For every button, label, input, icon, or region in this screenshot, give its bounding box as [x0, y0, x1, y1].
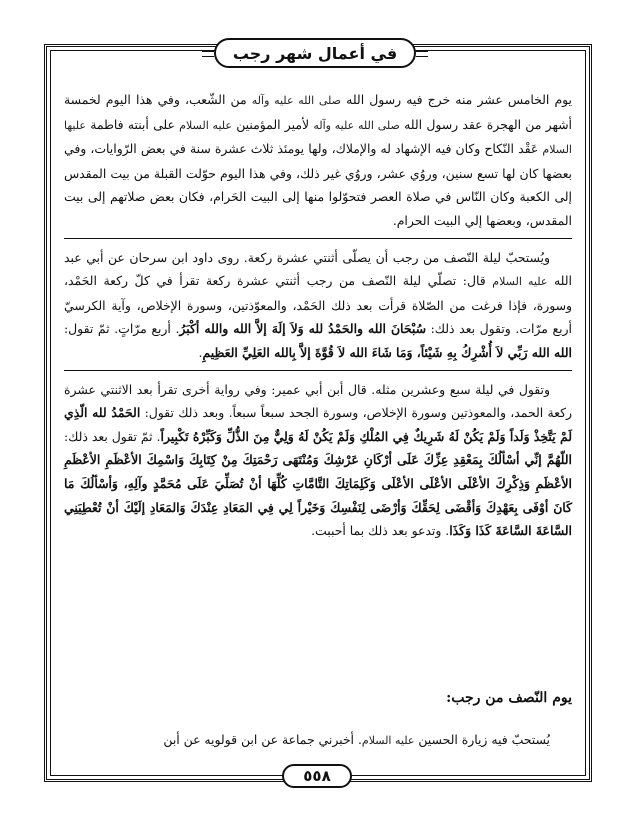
paragraph-4	[64, 728, 572, 753]
text-run: . وتدعو بعد ذلك بما أحببت.	[311, 523, 450, 539]
text-run: على أبنته فاطمة	[85, 116, 180, 132]
paragraph-3	[64, 378, 572, 543]
text-run: يُستحبّ فيه زيارة الحسين	[414, 732, 550, 747]
supplication-text: اللّهُمَّ إنِّي أسْألُكَ بِمَعْقِدِ عِزِّكَ عَلَى أرْكَانِ عَرْشِكَ وَمُنْتَهَى رَحْمَتِكَ مِنْ كِتَابِكَ وَاسْمِكَ الأعْظَمِ الأعْظَمِ الأعْظَمِ وَذِكْرِكَ الأعْلَى الأعْلَى الأعْلَى وَكَلِمَاتِكَ التَّامَّاتِ كُلِّهَا أنْ تُصَلِّيَ عَلَى مُحَمَّدٍ وآلِهِ، وَأسْألُكَ مَا كَانَ أوْفَى بِعَهْدِكَ وَأقْضَى لِحَقِّكَ وَأرْضَى لِنَفْسِكَ وَخَيْراً لِي فِي المَعَادِ عِنْدَكَ وَالمَعَادِ إلَيْكَ أنْ تُعْطِيَنِي السَّاعَةَ السَّاعَةَ كَذَا وَكَذَا	[64, 452, 572, 539]
main-text	[64, 88, 572, 543]
text-run: من الشّعب، وفي هذا اليوم لخمسة أشهر من الهجرة عقد رسول الله	[64, 92, 572, 132]
page-number-cartouche	[282, 764, 352, 788]
text-run: .	[198, 344, 203, 360]
text-run: وتقول في ليلة سبع وعشرين مثله. قال أبن أبي عمير: وفي رواية أخرى تقرأ بعد الاثنتي عشرة ركعة الحمد، والمعوذتين وسورة الإخلاص، وسورة الجحد سبعاً سبعاً. وبعد ذلك تقول:	[64, 381, 573, 421]
supplication-text: الحَمْدُ لله الّذِي لَمْ يَتَّخِذْ وَلَداً وَلَمْ يَكُنْ لَهُ شَرِيكٌ فِي المُلْكِ وَلَمْ يَكُنْ لَهُ وَلِيٌّ مِنَ الذُّلِّ وَكَبِّرْهُ تَكْبِيراً	[64, 405, 572, 444]
section-divider	[64, 370, 572, 371]
supplication-text: سُبْحَانَ الله والحَمْدُ لله وَلاَ إلَهَ إلاَّ الله والله أكْبَرُ	[179, 321, 426, 337]
honorific-ligature: عليه السلام	[179, 118, 232, 132]
page-number: ٥٥٨	[303, 767, 331, 785]
honorific-ligature: عليه السلام	[361, 734, 415, 747]
honorific-ligature: صلى الله عليه وآله	[313, 118, 400, 132]
header-title: في أعمال شهر رجب	[232, 43, 398, 63]
text-run: لأمير المؤمنين	[231, 116, 314, 132]
section-divider	[64, 238, 572, 239]
honorific-ligature: عليها السلام	[64, 118, 572, 157]
text-run: قال: تصلّي ليلة النّصف من رجب أثنتي عشرة ركعة تقرأ في كلّ ركعة الحَمْد، وسورة، فإذا فرغت من الصّلاة قرأت بعد ذلك الحَمْد، والمعوّذتين، وسورة الإخلاص، وآية الكرسيّ أربع مرّات. وتقول بعد ذلك:	[64, 273, 572, 337]
text-run: . أربع مرّاتٍ. ثمّ تقول:	[64, 321, 180, 337]
text-run: . أخبرني جماعة عن ابن قولويه عن أبن	[163, 732, 362, 747]
text-run: . ثمّ تقول بعد ذلك:	[64, 428, 161, 444]
supplication-text: الله الله رَبِّي لاَ أُشْرِكُ بِهِ شَيْئاً، وَمَا شَاءَ الله لاَ قُوَّةَ إلاَّ بِالله العَلِيِّ العَظِيمِ	[202, 344, 572, 360]
paragraph-2	[64, 246, 572, 365]
header-cartouche	[214, 38, 416, 68]
honorific-ligature: صلى الله عليه وآله	[251, 94, 342, 107]
text-run: ويُستحبّ ليلة النّصف من رجب أن يصلّى أثنتي عشرة ركعة. روى داود ابن سرحان عن أبي عبد الله	[64, 249, 573, 289]
honorific-ligature: عليه السلام	[492, 275, 548, 289]
paragraph-1	[64, 88, 572, 233]
text-run: عَقْد النّكاح وكان فيه الإشهاد له والإملاك، ولها يومئذ ثلاث عشرة سنة في بعض الرّوايات، وفي بعضها كان لها تسع سنين، وروُي عشر، وروُي غير ذلك، وفي هذا اليوم حوّلت القبلة من بيت المقدس إلى الكعبة وكان النّاس في صلاة العصر فتحوّلوا منها إلى البيت الحَرام، فكان بعض صلاتهم إلى بيت المقدس، وبعضها إلي البيت الحرام.	[64, 141, 572, 228]
text-run: يوم الخامس عشر منه خرج فيه رسول الله	[341, 92, 572, 107]
section-heading: يوم النّصف من رجب:	[446, 690, 572, 706]
